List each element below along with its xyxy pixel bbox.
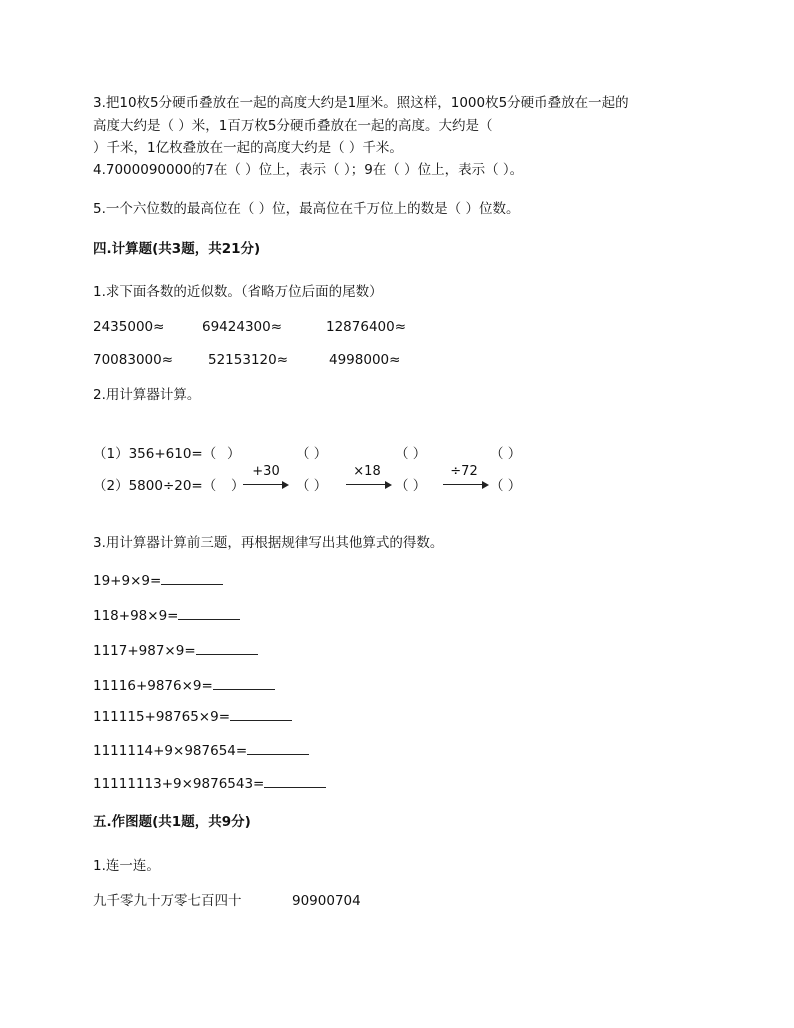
section5-heading: 五.作图题(共1题，共9分): [93, 814, 251, 830]
answer-blank[interactable]: [161, 570, 223, 585]
calc-row2-label: （2）5800÷20=（: [93, 478, 217, 494]
op-label-add: +30: [252, 464, 280, 479]
right-arrow-icon: [243, 481, 289, 489]
connect-title: 1.连一连。: [93, 858, 160, 874]
answer-blank[interactable]: [178, 605, 240, 620]
q3-line2: 高度大约是（ ）米，1百万枚5分硬币叠放在一起的高度。大约是（: [93, 118, 493, 134]
answer-blank[interactable]: [213, 675, 275, 690]
pattern-item: 118+98×9=: [93, 605, 240, 625]
answer-blank[interactable]: [247, 740, 309, 755]
pattern-item: 1117+987×9=: [93, 640, 258, 660]
pattern-item: 19+9×9=: [93, 570, 223, 590]
approx-item: 4998000≈: [329, 352, 401, 368]
pattern-title: 3.用计算器计算前三题，再根据规律写出其他算式的得数。: [93, 535, 444, 551]
q3-line1: 3.把10枚5分硬币叠放在一起的高度大约是1厘米。照这样，1000枚5分硬币叠放在一起的: [93, 95, 629, 111]
pattern-item: 11111113+9×9876543=: [93, 773, 326, 793]
calc-title: 2.用计算器计算。: [93, 387, 201, 403]
section4-heading: 四.计算题(共3题，共21分): [93, 241, 261, 257]
answer-paren: （ ）: [490, 446, 522, 462]
q5-text: 5.一个六位数的最高位在（ ）位，最高位在千万位上的数是（ ）位数。: [93, 201, 520, 217]
calc-row2-close: ）: [231, 478, 245, 494]
answer-paren: （ ）: [395, 478, 427, 494]
calc-row1-label: （1）356+610=（: [93, 446, 217, 462]
answer-paren: （ ）: [296, 446, 328, 462]
answer-paren: （ ）: [395, 446, 427, 462]
answer-paren: （ ）: [490, 478, 522, 494]
connect-right-item[interactable]: 90900704: [292, 893, 361, 909]
answer-blank[interactable]: [264, 773, 326, 788]
op-label-multiply: ×18: [353, 464, 381, 479]
answer-blank[interactable]: [196, 640, 258, 655]
pattern-item: 1111114+9×987654=: [93, 740, 309, 760]
answer-blank[interactable]: [230, 706, 292, 721]
approx-item: 2435000≈: [93, 319, 165, 335]
approx-title: 1.求下面各数的近似数。（省略万位后面的尾数）: [93, 284, 383, 300]
right-arrow-icon: [443, 481, 489, 489]
pattern-item: 111115+98765×9=: [93, 706, 292, 726]
calc-row1-close: ）: [227, 446, 241, 462]
approx-item: 69424300≈: [202, 319, 283, 335]
op-label-divide: ÷72: [450, 464, 478, 479]
approx-item: 70083000≈: [93, 352, 174, 368]
approx-item: 12876400≈: [326, 319, 407, 335]
answer-paren: （ ）: [296, 478, 328, 494]
approx-item: 52153120≈: [208, 352, 289, 368]
right-arrow-icon: [346, 481, 392, 489]
pattern-item: 11116+9876×9=: [93, 675, 275, 695]
connect-left-item[interactable]: 九千零九十万零七百四十: [93, 893, 242, 909]
q4-text: 4.7000090000的7在（ ）位上，表示（ ）；9在（ ）位上，表示（ ）。: [93, 162, 524, 178]
q3-line3: ）千米，1亿枚叠放在一起的高度大约是（ ）千米。: [93, 140, 403, 156]
